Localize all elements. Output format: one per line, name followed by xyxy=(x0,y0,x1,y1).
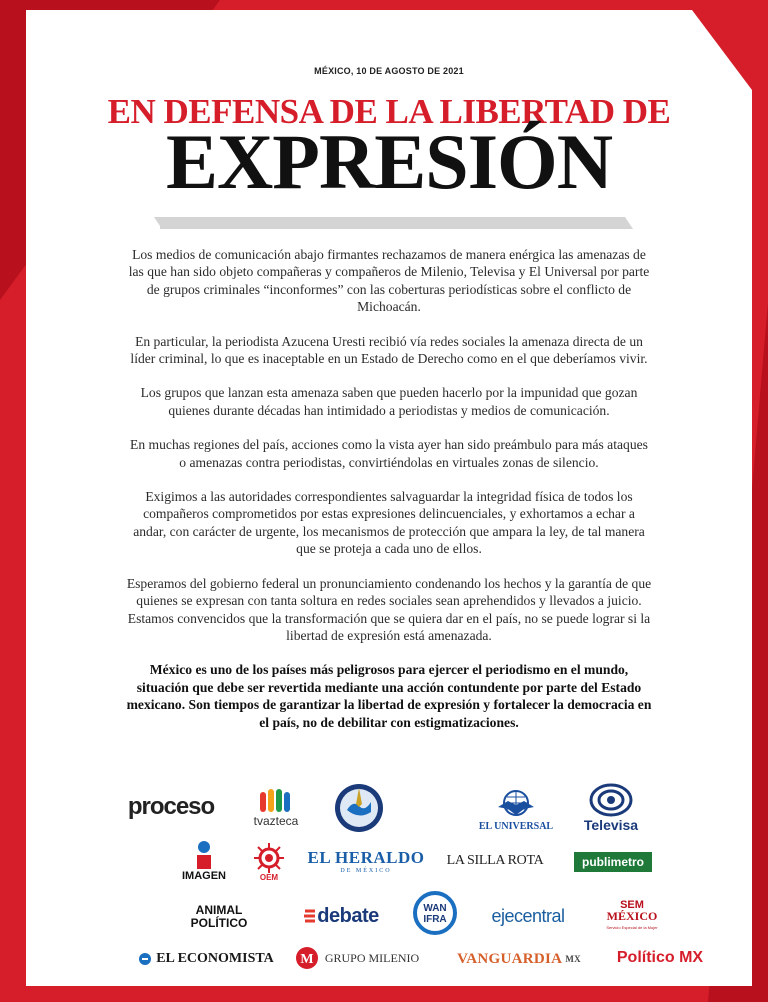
ejecentral-wordmark: ejecentral xyxy=(491,905,565,926)
seal-logo xyxy=(324,778,394,838)
lasillarota-wordmark: LA SILLA ROTA xyxy=(446,853,544,868)
debate-swoosh-icon xyxy=(303,908,317,924)
debate-logo xyxy=(296,904,386,928)
statement-body xyxy=(126,246,652,748)
publimetro-wordmark: publimetro xyxy=(582,855,644,869)
publimetro-logo xyxy=(574,852,652,872)
milenio-mark-text: M xyxy=(300,952,314,967)
milenio-m-icon xyxy=(295,946,319,970)
eluniversal-wordmark: EL UNIVERSAL xyxy=(478,820,554,832)
televisa-eye-icon xyxy=(589,783,633,817)
grupomilenio-logo xyxy=(292,944,422,972)
paragraph: En particular, la periodista Azucena Uresti recibió vía redes sociales la amenaza directa de un líder criminal, lo que es inaceptable en un Estado de Derecho como en el que deberíamos vivir. xyxy=(130,333,648,367)
grupomilenio-wordmark: GRUPO MILENIO xyxy=(324,950,420,965)
imagen-wordmark: IMAGEN xyxy=(182,870,226,882)
ejecentral-logo xyxy=(476,904,580,928)
politicomx-logo xyxy=(610,946,710,970)
dateline: MÉXICO, 10 DE AGOSTO DE 2021 xyxy=(314,66,464,76)
heraldo-logo xyxy=(306,846,426,876)
title-line-1: EN DEFENSA DE LA LIBERTAD DE xyxy=(107,92,671,131)
page-sheet xyxy=(26,10,752,986)
debate-wordmark: debate xyxy=(317,904,379,927)
paragraph: Los medios de comunicación abajo firmantes rechazamos de manera enérgica las amenazas de las que han sido objeto compañeras y compañeros de Milenio, Televisa y El Universal por parte de grupos criminales “inconformes” con las coberturas periodísticas sobre el conflicto de Michoacán. xyxy=(128,247,650,315)
economista-mark-icon xyxy=(138,952,152,966)
eleconomista-logo xyxy=(136,948,276,970)
vanguardia-mx: MX xyxy=(565,954,581,964)
imagen-logo xyxy=(174,838,234,884)
televisa-logo xyxy=(566,780,656,836)
wanifra-badge-icon xyxy=(413,891,457,935)
imagen-icon xyxy=(193,840,215,870)
tvazteca-logo xyxy=(236,782,316,832)
closing-paragraph: México es uno de los países más peligrosos para ejercer el periodismo en el mundo, situación que debe ser revertida mediante una acción contundente por parte del Estado mexicano. Son tiempos de garantizar la libertad de expresión y fortalecer la democracia en el país, no de debilitar con estigmatizaciones. xyxy=(126,662,652,730)
semmexico-wordmark: MÉXICO xyxy=(606,908,658,923)
animal-wordmark: ANIMAL xyxy=(195,903,243,917)
proceso-wordmark: proceso xyxy=(127,793,215,820)
heraldo-subtitle: DE MÉXICO xyxy=(340,868,392,874)
paragraph: En muchas regiones del país, acciones como la vista ayer han sido preámbulo para más ataques o amenazas contra periodistas, convirtiéndolas en virtuales zonas de silencio. xyxy=(130,437,648,470)
eagle-globe-icon xyxy=(496,787,536,821)
heraldo-wordmark: EL HERALDO xyxy=(307,848,425,867)
tvazteca-icon xyxy=(258,786,294,814)
globe-seal-icon xyxy=(333,782,385,834)
eleconomista-wordmark: EL ECONOMISTA xyxy=(156,951,274,966)
paragraph: Esperamos del gobierno federal un pronunciamiento condenando los hechos y la garantía de que quienes se expresan con tanta soltura en redes sociales sean aprehendidos y llevados a juicio. Estamos convencidos que la transformación que se quiera dar en el país, no se puede lograr si la libertad de expresión está amenazada. xyxy=(126,575,652,643)
ifra-text: IFRA xyxy=(423,914,447,925)
vanguardia-logo xyxy=(444,948,594,970)
sem-wordmark: SEM xyxy=(620,898,644,911)
divider-bar xyxy=(160,217,625,229)
oem-sun-icon xyxy=(254,843,284,873)
animalpolitico-logo xyxy=(176,898,262,936)
politicomx-wordmark: Político MX xyxy=(616,949,704,966)
televisa-wordmark: Televisa xyxy=(583,817,639,833)
paragraph: Exigimos a las autoridades correspondientes salvaguardar la integridad física de todos los compañeros comprometidos por estas expresiones delincuenciales, y exhortamos a echar a andar, con carácter de urgente, los mecanismos de protección que ampara la ley, de tal manera que se proteja a cada uno de ellos. xyxy=(133,489,645,557)
paragraph: Los grupos que lanzan esta amenaza saben que pueden hacerlo por la impunidad que gozan quienes durante décadas han intimidado a periodistas y medios de comunicación. xyxy=(140,385,638,418)
eluniversal-logo xyxy=(466,782,566,836)
tvazteca-wordmark: tvazteca xyxy=(253,814,299,828)
oem-wordmark: OEM xyxy=(259,872,279,882)
divider-right-cap xyxy=(625,217,633,229)
title-line-2: EXPRESIÓN xyxy=(165,118,613,205)
proceso-logo xyxy=(106,792,236,822)
wan-text: WAN xyxy=(423,903,447,914)
oem-logo xyxy=(246,840,292,884)
sem-subtitle: Servicio Especial de la Mujer xyxy=(606,924,658,930)
semmexico-logo xyxy=(592,896,672,936)
page-fold xyxy=(692,10,752,90)
vanguardia-wordmark: VANGUARDIA xyxy=(457,950,563,967)
signatory-logos xyxy=(106,778,704,978)
wanifra-logo xyxy=(410,890,460,936)
politico-wordmark: POLÍTICO xyxy=(190,916,248,930)
lasillarota-logo xyxy=(442,850,548,872)
